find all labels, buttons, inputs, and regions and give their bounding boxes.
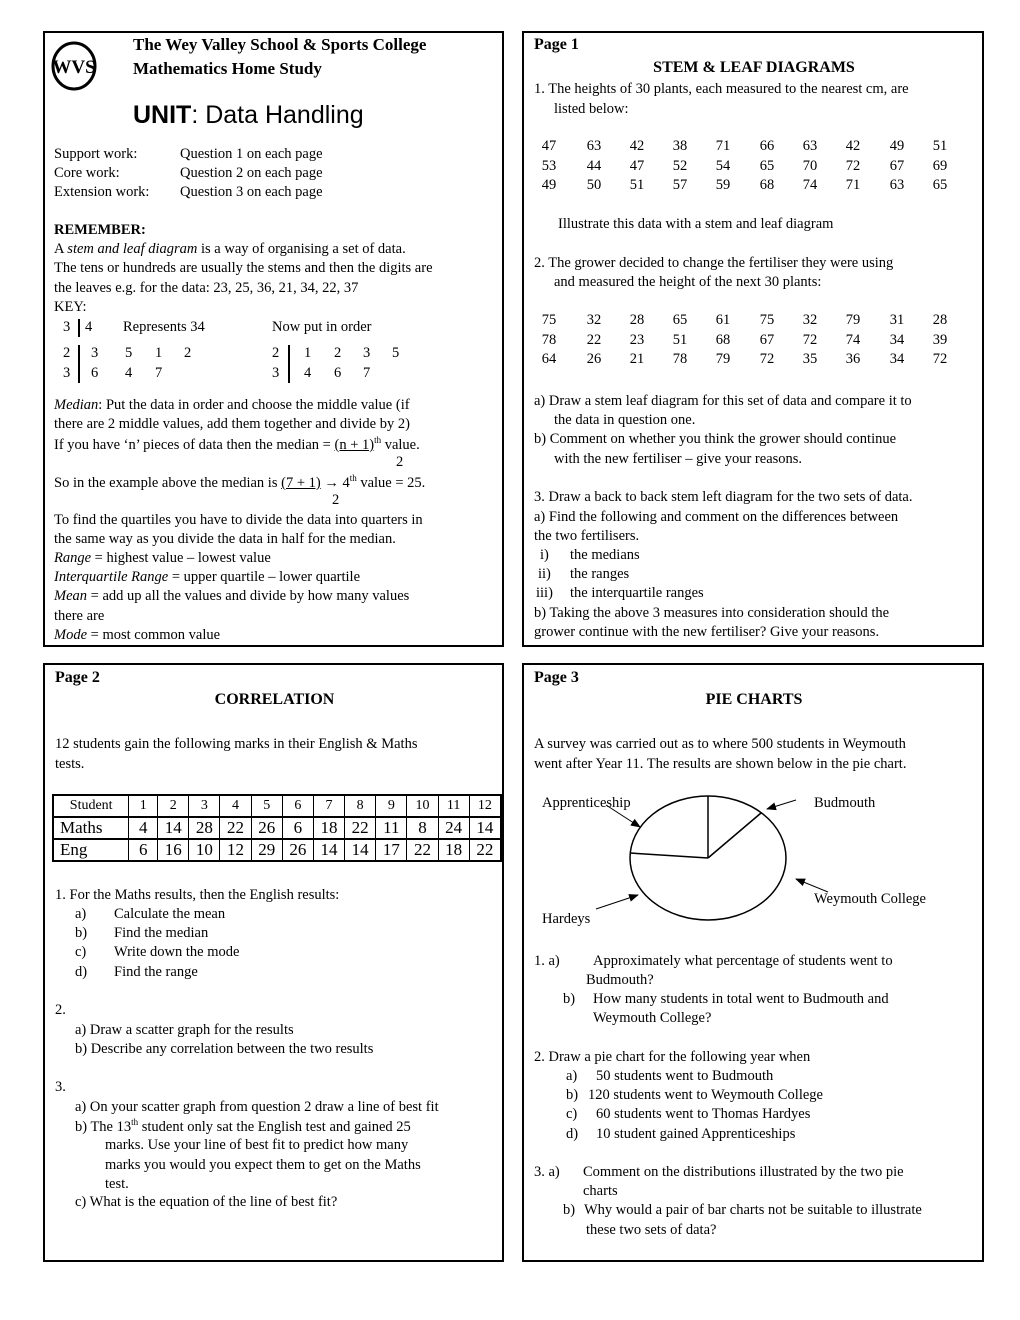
data-value: 23 bbox=[629, 331, 645, 348]
unordered-leaf: 7 bbox=[155, 365, 163, 381]
p3-intro-line2: went after Year 11. The results are shown below in the pie chart. bbox=[534, 756, 907, 772]
p1-q3b-line2: grower continue with the new fertiliser? Give your reasons. bbox=[534, 624, 880, 640]
median-example-denominator: 2 bbox=[332, 492, 340, 508]
table-header-cell: 12 bbox=[469, 795, 501, 817]
p1-q2b-line1: b) Comment on whether you think the grower should continue bbox=[534, 431, 897, 447]
unordered-leaf: 2 bbox=[184, 345, 192, 361]
p1-q2-line2: and measured the height of the next 30 plants: bbox=[554, 274, 822, 290]
ordered-leaf: 7 bbox=[363, 365, 371, 381]
p2-q3b-line4: test. bbox=[105, 1176, 129, 1192]
data-value: 65 bbox=[759, 157, 775, 174]
table-header-cell: 11 bbox=[438, 795, 469, 817]
p2-q3c: c) What is the equation of the line of best fit? bbox=[75, 1194, 338, 1210]
data-value: 72 bbox=[845, 157, 861, 174]
level-support-value: Question 1 on each page bbox=[180, 146, 323, 162]
data-value: 38 bbox=[672, 138, 688, 154]
data-value: 42 bbox=[629, 138, 645, 154]
table-cell: 14 bbox=[469, 817, 501, 839]
table-row bbox=[53, 839, 501, 861]
p2-q1-item-text: Find the range bbox=[114, 964, 198, 980]
data-value: 74 bbox=[845, 331, 861, 348]
p2-q1-item-text: Write down the mode bbox=[114, 944, 240, 960]
p1-q2-line1: 2. The grower decided to change the fertiliser they were using bbox=[534, 255, 894, 271]
p1-q3a-line1: a) Find the following and comment on the differences between bbox=[534, 509, 899, 525]
mode-definition: Mode = most common value bbox=[54, 627, 221, 643]
p3-q3b-num: b) bbox=[563, 1202, 576, 1218]
ordered-leaf: 6 bbox=[334, 365, 342, 381]
pie-label-hardeys: Hardeys bbox=[542, 911, 591, 927]
data-value: 34 bbox=[889, 351, 905, 367]
p1-q2b-line2: with the new fertiliser – give your reasons. bbox=[554, 451, 803, 467]
level-core-value: Question 2 on each page bbox=[180, 165, 323, 181]
table-cell: 14 bbox=[158, 817, 189, 839]
p1-q1-line1: 1. The heights of 30 plants, each measured to the nearest cm, are bbox=[534, 81, 909, 97]
p3-q2-item-num: a) bbox=[566, 1068, 578, 1084]
p3-q2-item-text: 120 students went to Weymouth College bbox=[588, 1087, 823, 1103]
table-cell: 22 bbox=[345, 817, 376, 839]
data-value: 68 bbox=[715, 331, 731, 348]
data-value: 32 bbox=[586, 312, 602, 328]
key-label: KEY: bbox=[54, 299, 87, 315]
ordered-leaf: 1 bbox=[304, 345, 312, 361]
data-value: 34 bbox=[889, 331, 905, 348]
p3-q3a-line2: charts bbox=[583, 1183, 618, 1199]
key-text: Represents 34 bbox=[123, 319, 205, 335]
table-cell: 16 bbox=[158, 839, 189, 861]
school-logo-icon bbox=[51, 41, 97, 91]
table-cell: 10 bbox=[189, 839, 220, 861]
plant-heights-grid-1 bbox=[524, 138, 984, 198]
data-value: 75 bbox=[541, 312, 557, 328]
unordered-leaf: 5 bbox=[125, 345, 133, 361]
p1-q3b-line1: b) Taking the above 3 measures into consideration should the bbox=[534, 605, 890, 621]
table-cell: 6 bbox=[282, 817, 313, 839]
ordered-leaf: 4 bbox=[304, 365, 312, 381]
data-value: 78 bbox=[541, 331, 557, 348]
data-value: 65 bbox=[932, 177, 948, 193]
p3-q3a-line1: Comment on the distributions illustrated by the two pie bbox=[583, 1164, 904, 1180]
p3-q1b-line1: How many students in total went to Budmouth and bbox=[593, 991, 889, 1007]
page2-panel bbox=[43, 663, 504, 1262]
data-value: 75 bbox=[759, 312, 775, 328]
ordered-stem-1: 2 bbox=[272, 345, 280, 361]
p2-intro-line1: 12 students gain the following marks in their English & Maths bbox=[55, 736, 418, 752]
table-header-cell: 6 bbox=[282, 795, 313, 817]
p3-q2-item-num: d) bbox=[566, 1126, 579, 1142]
data-value: 32 bbox=[802, 312, 818, 328]
data-value: 54 bbox=[715, 157, 731, 174]
p3-q1a-num: 1. a) bbox=[534, 953, 560, 969]
p2-q2b: b) Describe any correlation between the two results bbox=[75, 1041, 374, 1057]
data-value: 69 bbox=[932, 157, 948, 174]
data-value: 42 bbox=[845, 138, 861, 154]
data-value: 51 bbox=[932, 138, 948, 154]
data-value: 47 bbox=[629, 157, 645, 174]
p2-q3b: b) The 13th student only sat the English test and gained 25 bbox=[75, 1117, 411, 1135]
arrow-hardeys bbox=[596, 895, 638, 909]
median-formula: If you have ‘n’ pieces of data then the median = $(n + 1)^{th}$ value. bbox=[54, 435, 420, 453]
data-value: 51 bbox=[672, 331, 688, 348]
key-stem: 3 bbox=[63, 319, 71, 335]
table-header-cell: 5 bbox=[251, 795, 282, 817]
table-cell: 18 bbox=[313, 817, 344, 839]
data-value: 61 bbox=[715, 312, 731, 328]
table-cell: 11 bbox=[376, 817, 407, 839]
p1-q3-item-text: the medians bbox=[570, 547, 640, 563]
p1-q3a-line2: the two fertilisers. bbox=[534, 528, 640, 544]
level-core-label: Core work: bbox=[54, 165, 120, 181]
p3-q1a-line1: Approximately what percentage of students went to bbox=[593, 953, 893, 969]
p2-q1-item-num: d) bbox=[75, 964, 88, 980]
data-value: 68 bbox=[759, 177, 775, 193]
page3-panel bbox=[522, 663, 984, 1262]
p3-q1a-line2: Budmouth? bbox=[586, 972, 654, 988]
p3-q1b-num: b) bbox=[563, 991, 576, 1007]
data-value: 53 bbox=[541, 157, 557, 174]
table-header-cell: 4 bbox=[220, 795, 251, 817]
p2-q1-item-num: b) bbox=[75, 925, 88, 941]
data-value: 28 bbox=[932, 312, 948, 328]
p2-q2a: a) Draw a scatter graph for the results bbox=[75, 1022, 294, 1038]
p2-q3: 3. bbox=[55, 1079, 66, 1095]
data-value: 51 bbox=[629, 177, 645, 193]
table-row-label-eng: Eng bbox=[53, 839, 129, 861]
page1-title: STEM & LEAF DIAGRAMS bbox=[653, 59, 855, 76]
p2-intro-line2: tests. bbox=[55, 756, 85, 772]
data-value: 26 bbox=[586, 351, 602, 367]
p1-q3-item-text: the interquartile ranges bbox=[570, 585, 704, 601]
p2-q1: 1. For the Maths results, then the English results: bbox=[55, 887, 340, 903]
p2-q1-item-text: Find the median bbox=[114, 925, 209, 941]
data-value: 63 bbox=[802, 138, 818, 154]
mean-definition: Mean = add up all the values and divide by how many values bbox=[54, 588, 410, 604]
table-cell: 14 bbox=[345, 839, 376, 861]
data-value: 35 bbox=[802, 351, 818, 367]
iqr-definition: Interquartile Range = upper quartile – lower quartile bbox=[54, 569, 361, 585]
data-value: 66 bbox=[759, 138, 775, 154]
p1-q3-item-num: iii) bbox=[536, 585, 553, 601]
table-cell: 18 bbox=[438, 839, 469, 861]
p1-q1-instruction: Illustrate this data with a stem and leaf diagram bbox=[558, 216, 834, 232]
data-value: 21 bbox=[629, 351, 645, 367]
data-value: 63 bbox=[889, 177, 905, 193]
data-value: 28 bbox=[629, 312, 645, 328]
table-cell: 14 bbox=[313, 839, 344, 861]
p3-q2-item-text: 10 student gained Apprenticeships bbox=[596, 1126, 796, 1142]
unit-title: UNIT: Data Handling bbox=[133, 101, 364, 129]
svg-text:WVS: WVS bbox=[52, 57, 96, 78]
table-cell: 24 bbox=[438, 817, 469, 839]
p3-q2-item-num: b) bbox=[566, 1087, 579, 1103]
data-value: 31 bbox=[889, 312, 905, 328]
data-value: 63 bbox=[586, 138, 602, 154]
marks-table bbox=[52, 794, 502, 862]
remember-line1: A stem and leaf diagram is a way of organising a set of data. bbox=[54, 241, 406, 257]
p1-q3-item-num: ii) bbox=[538, 566, 551, 582]
data-value: 22 bbox=[586, 331, 602, 348]
p2-q1-item-num: a) bbox=[75, 906, 87, 922]
table-cell: 28 bbox=[189, 817, 220, 839]
p3-q2-item-num: c) bbox=[566, 1106, 578, 1122]
page3-label: Page 3 bbox=[534, 669, 579, 686]
data-value: 70 bbox=[802, 157, 818, 174]
p2-q2: 2. bbox=[55, 1002, 66, 1018]
page2-title: CORRELATION bbox=[214, 691, 335, 708]
p1-q3-line1: 3. Draw a back to back stem left diagram for the two sets of data. bbox=[534, 489, 913, 505]
table-cell: 29 bbox=[251, 839, 282, 861]
table-cell: 22 bbox=[220, 817, 251, 839]
level-support-label: Support work: bbox=[54, 146, 138, 162]
key-leaf: 4 bbox=[85, 319, 93, 335]
data-value: 72 bbox=[759, 351, 775, 367]
intro-panel bbox=[43, 31, 504, 647]
table-cell: 12 bbox=[220, 839, 251, 861]
p1-q1-line2: listed below: bbox=[554, 101, 629, 117]
unordered-leaf: 4 bbox=[125, 365, 133, 381]
table-cell: 6 bbox=[129, 839, 158, 861]
data-value: 64 bbox=[541, 351, 557, 367]
p2-q3a: a) On your scatter graph from question 2 draw a line of best fit bbox=[75, 1099, 439, 1115]
pie-label-budmouth: Budmouth bbox=[814, 795, 876, 811]
quartiles-line1: To find the quartiles you have to divide the data into quarters in bbox=[54, 512, 423, 528]
p1-q2a-line1: a) Draw a stem leaf diagram for this set of data and compare it to bbox=[534, 393, 912, 409]
table-header-student: Student bbox=[53, 795, 129, 817]
p3-intro-line1: A survey was carried out as to where 500 students in Weymouth bbox=[534, 736, 906, 752]
p2-q3b-line3: marks you would you expect them to get on the Maths bbox=[105, 1157, 421, 1173]
ordered-leaf: 3 bbox=[363, 345, 371, 361]
unordered-leaf: 3 bbox=[91, 345, 99, 361]
school-name: The Wey Valley School & Sports College bbox=[133, 35, 427, 54]
median-example: So in the example above the median is (7 + 1) → 4th value = 25. bbox=[54, 473, 426, 491]
p1-q3-item-num: i) bbox=[540, 547, 549, 563]
table-cell: 22 bbox=[407, 839, 438, 861]
data-value: 52 bbox=[672, 157, 688, 174]
median-definition-1: Median: Put the data in order and choose the middle value (if bbox=[54, 397, 410, 413]
data-value: 49 bbox=[889, 138, 905, 154]
data-value: 79 bbox=[715, 351, 731, 367]
table-row bbox=[53, 795, 501, 817]
data-value: 71 bbox=[715, 138, 731, 154]
p1-q2a-line2: the data in question one. bbox=[554, 412, 696, 428]
page1-label: Page 1 bbox=[534, 36, 579, 53]
data-value: 39 bbox=[932, 331, 948, 348]
table-header-cell: 2 bbox=[158, 795, 189, 817]
table-cell: 26 bbox=[282, 839, 313, 861]
data-value: 67 bbox=[759, 331, 775, 348]
ordered-leaf: 2 bbox=[334, 345, 342, 361]
median-definition-2: there are 2 middle values, add them together and divide by 2) bbox=[54, 416, 410, 432]
table-cell: 17 bbox=[376, 839, 407, 861]
unordered-leaf: 1 bbox=[155, 345, 163, 361]
data-value: 36 bbox=[845, 351, 861, 367]
mean-definition-2: there are bbox=[54, 608, 105, 624]
p3-q3a-num: 3. a) bbox=[534, 1164, 560, 1180]
level-extension-value: Question 3 on each page bbox=[180, 184, 323, 200]
table-cell: 26 bbox=[251, 817, 282, 839]
data-value: 72 bbox=[932, 351, 948, 367]
median-formula-denominator: 2 bbox=[396, 454, 404, 470]
data-value: 47 bbox=[541, 138, 557, 154]
p3-q1b-line2: Weymouth College? bbox=[593, 1010, 712, 1026]
p2-q3b-line2: marks. Use your line of best fit to predict how many bbox=[105, 1137, 409, 1153]
order-text: Now put in order bbox=[272, 319, 372, 335]
table-row bbox=[53, 817, 501, 839]
table-cell: 8 bbox=[407, 817, 438, 839]
p3-q2-item-text: 50 students went to Budmouth bbox=[596, 1068, 774, 1084]
ordered-divider bbox=[288, 345, 290, 383]
remember-line3: the leaves e.g. for the data: 23, 25, 36, 21, 34, 22, 37 bbox=[54, 280, 359, 296]
table-header-cell: 10 bbox=[407, 795, 438, 817]
p3-q3b-line1: Why would a pair of bar charts not be suitable to illustrate bbox=[584, 1202, 922, 1218]
data-value: 79 bbox=[845, 312, 861, 328]
remember-line2: The tens or hundreds are usually the stems and then the digits are bbox=[54, 260, 433, 276]
plant-heights-grid-2 bbox=[524, 312, 984, 372]
table-header-cell: 1 bbox=[129, 795, 158, 817]
page1-panel bbox=[522, 31, 984, 647]
range-definition: Range = highest value – lowest value bbox=[54, 550, 271, 566]
p2-q1-item-num: c) bbox=[75, 944, 87, 960]
data-value: 67 bbox=[889, 157, 905, 174]
table-header-cell: 7 bbox=[313, 795, 344, 817]
pie-label-weymouth: Weymouth College bbox=[814, 891, 926, 907]
unordered-leaf: 6 bbox=[91, 365, 99, 381]
data-value: 44 bbox=[586, 157, 602, 174]
level-extension-label: Extension work: bbox=[54, 184, 150, 200]
data-value: 78 bbox=[672, 351, 688, 367]
data-value: 50 bbox=[586, 177, 602, 193]
p3-q2: 2. Draw a pie chart for the following year when bbox=[534, 1049, 811, 1065]
table-cell: 22 bbox=[469, 839, 501, 861]
unordered-stem-1: 2 bbox=[63, 345, 71, 361]
table-row-label-maths: Maths bbox=[53, 817, 129, 839]
table-header-cell: 3 bbox=[189, 795, 220, 817]
page3-title: PIE CHARTS bbox=[705, 691, 803, 708]
unordered-divider bbox=[78, 345, 80, 383]
data-value: 72 bbox=[802, 331, 818, 348]
table-header-cell: 9 bbox=[376, 795, 407, 817]
pie-label-apprenticeship: Apprenticeship bbox=[542, 795, 631, 811]
unordered-stem-2: 3 bbox=[63, 365, 71, 381]
p3-q3b-line2: these two sets of data? bbox=[586, 1222, 717, 1238]
ordered-stem-2: 3 bbox=[272, 365, 280, 381]
table-header-cell: 8 bbox=[345, 795, 376, 817]
p2-q1-item-text: Calculate the mean bbox=[114, 906, 226, 922]
quartiles-line2: the same way as you divide the data in half for the median. bbox=[54, 531, 396, 547]
data-value: 49 bbox=[541, 177, 557, 193]
table-cell: 4 bbox=[129, 817, 158, 839]
school-subtitle: Mathematics Home Study bbox=[133, 59, 322, 78]
key-divider bbox=[78, 319, 80, 337]
data-value: 74 bbox=[802, 177, 818, 193]
data-value: 59 bbox=[715, 177, 731, 193]
p3-q2-item-text: 60 students went to Thomas Hardyes bbox=[596, 1106, 811, 1122]
page2-label: Page 2 bbox=[55, 669, 100, 686]
arrow-budmouth bbox=[767, 800, 796, 809]
ordered-leaf: 5 bbox=[392, 345, 400, 361]
p1-q3-item-text: the ranges bbox=[570, 566, 630, 582]
data-value: 71 bbox=[845, 177, 861, 193]
remember-heading: REMEMBER: bbox=[54, 222, 146, 238]
data-value: 65 bbox=[672, 312, 688, 328]
data-value: 57 bbox=[672, 177, 688, 193]
